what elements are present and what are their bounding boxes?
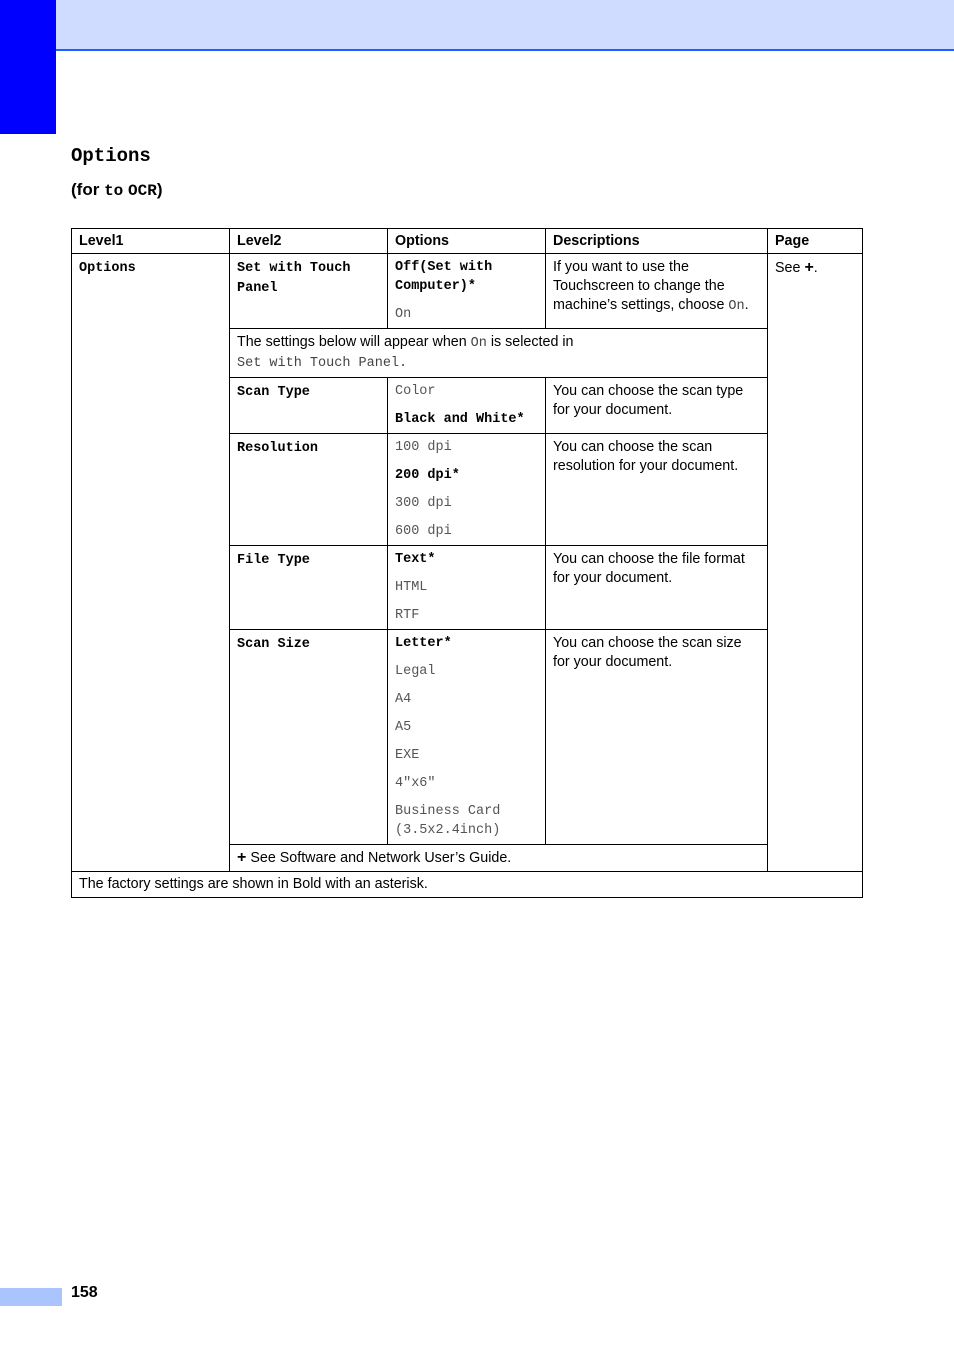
subtitle-prefix: (for xyxy=(71,180,100,199)
level2-set-with-touch-panel: Set with Touch Panel xyxy=(237,261,351,296)
footer-band xyxy=(0,1288,62,1306)
factory-note-row xyxy=(72,872,863,898)
option-value: Business Card (3.5x2.4inch) xyxy=(395,804,501,838)
level2-cell xyxy=(230,254,388,329)
level2-cell xyxy=(230,434,388,546)
cross-reference-icon: + xyxy=(237,849,247,866)
level2-cell xyxy=(230,378,388,434)
note-text-middle: is selected in xyxy=(490,334,574,350)
note-text: The settings below will appear when xyxy=(237,334,467,350)
header-level1: Level1 xyxy=(72,229,230,254)
description-cell: You can choose the scan size for your document. xyxy=(546,630,768,845)
option-value: 100 dpi xyxy=(395,440,452,455)
level2-cell xyxy=(230,546,388,630)
option-value: RTF xyxy=(395,608,420,623)
option-value: 200 dpi* xyxy=(395,468,460,483)
cross-reference-icon: + xyxy=(804,259,814,276)
level2-scan-size: Scan Size xyxy=(237,637,310,652)
option-value: A4 xyxy=(395,692,412,707)
subtitle-target: OCR xyxy=(128,182,157,200)
level2-scan-type: Scan Type xyxy=(237,385,310,400)
option-value: 300 dpi xyxy=(395,496,452,511)
table-header-row xyxy=(72,229,863,254)
description-text: If you want to use the Touchscreen to change the machine’s settings, choose xyxy=(553,259,725,313)
page-period: . xyxy=(813,260,818,276)
subtitle-suffix: ) xyxy=(156,180,163,199)
header-level2: Level2 xyxy=(230,229,388,254)
description-cell: You can choose the scan type for your document. xyxy=(546,378,768,434)
factory-note-cell: The factory settings are shown in Bold with an asterisk. xyxy=(72,872,863,898)
note-code-setting: Set with Touch Panel. xyxy=(237,356,408,371)
option-value: HTML xyxy=(395,580,428,595)
header-options: Options xyxy=(388,229,546,254)
options-cell xyxy=(388,378,546,434)
options-cell xyxy=(388,254,546,329)
options-cell xyxy=(388,630,546,845)
option-value: Letter* xyxy=(395,636,452,651)
page-see: See xyxy=(775,260,801,276)
level2-cell xyxy=(230,630,388,845)
option-value: Text* xyxy=(395,552,436,567)
description-cell: You can choose the scan resolution for your document. xyxy=(546,434,768,546)
option-value: 600 dpi xyxy=(395,524,452,539)
page-cell xyxy=(768,254,863,872)
header-page: Page xyxy=(768,229,863,254)
footnote-cell xyxy=(230,845,863,872)
note-cell xyxy=(230,329,768,378)
option-value: On xyxy=(395,307,412,322)
option-value: EXE xyxy=(395,748,420,763)
level2-file-type: File Type xyxy=(237,553,310,568)
description-period: . xyxy=(744,297,749,313)
options-cell xyxy=(388,434,546,546)
option-value: Color xyxy=(395,384,436,399)
level1-cell xyxy=(72,254,230,872)
table-row xyxy=(72,254,863,329)
section-subtitle xyxy=(71,180,162,200)
description-cell: You can choose the file format for your document. xyxy=(546,546,768,630)
options-cell xyxy=(388,546,546,630)
note-code-on: On xyxy=(470,336,487,351)
header-descriptions: Descriptions xyxy=(546,229,768,254)
level1-options: Options xyxy=(79,261,136,276)
footnote-text: See Software and Network User’s Guide. xyxy=(250,850,512,866)
subtitle-to: to xyxy=(104,182,124,200)
chapter-tab xyxy=(0,0,56,134)
option-value: 4"x6" xyxy=(395,776,436,791)
option-value: A5 xyxy=(395,720,412,735)
header-band xyxy=(0,0,954,51)
option-value: Off(Set with Computer)* xyxy=(395,260,493,294)
level2-resolution: Resolution xyxy=(237,441,319,456)
option-value: Legal xyxy=(395,664,436,679)
description-code: On xyxy=(728,299,745,314)
section-title: Options xyxy=(71,145,151,167)
settings-table xyxy=(71,228,863,898)
option-value: Black and White* xyxy=(395,412,525,427)
page-number: 158 xyxy=(71,1284,98,1301)
description-cell xyxy=(546,254,768,329)
